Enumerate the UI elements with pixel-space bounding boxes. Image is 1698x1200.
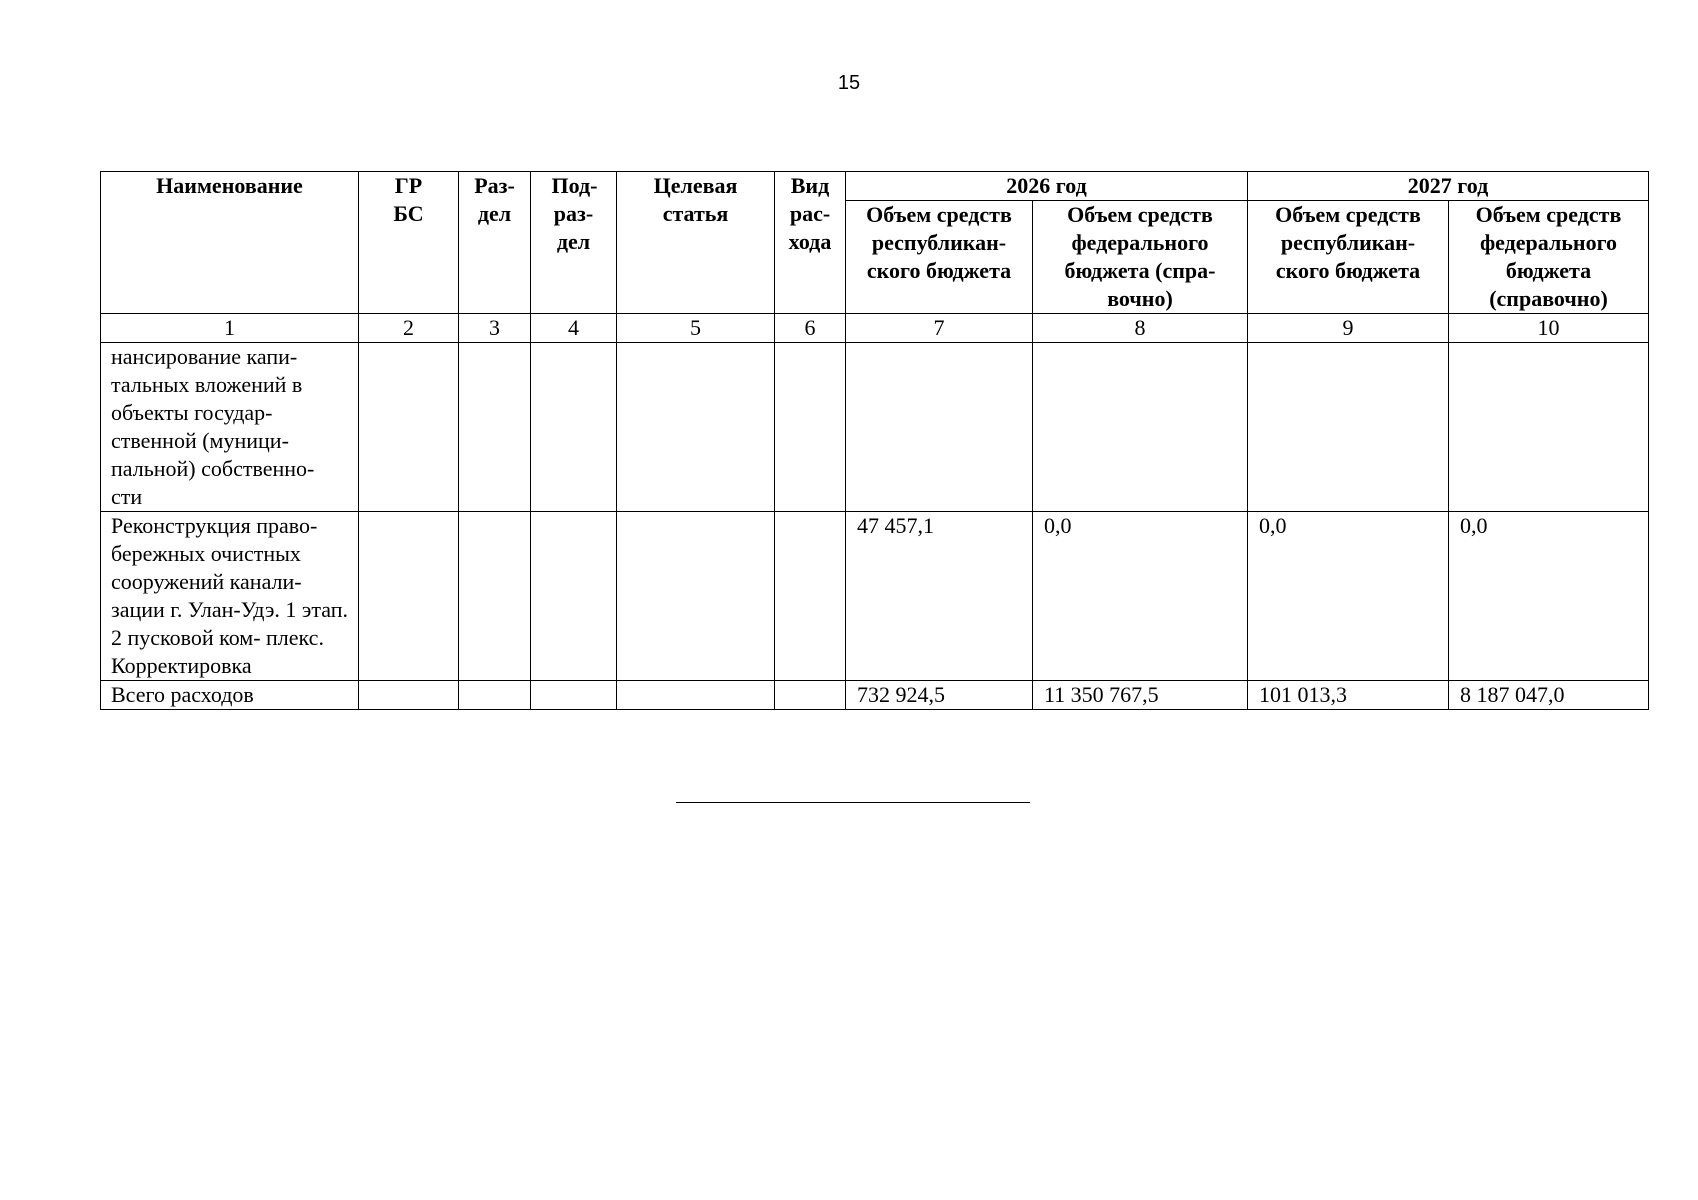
row-celevaya <box>617 681 775 710</box>
column-number: 6 <box>775 314 846 343</box>
row-grbs <box>359 512 459 681</box>
header-year-2026: 2026 год <box>846 172 1248 201</box>
row-celevaya <box>617 343 775 512</box>
row-2027-republic: 101 013,3 <box>1248 681 1449 710</box>
budget-table <box>100 171 1649 710</box>
column-number: 5 <box>617 314 775 343</box>
row-2027-federal: 0,0 <box>1449 512 1649 681</box>
header-razdel: Раз- дел <box>459 172 531 314</box>
table-row <box>101 512 1649 681</box>
column-number: 9 <box>1248 314 1449 343</box>
row-2027-federal: 8 187 047,0 <box>1449 681 1649 710</box>
row-grbs <box>359 343 459 512</box>
row-2026-federal: 0,0 <box>1033 512 1248 681</box>
row-2027-republic: 0,0 <box>1248 512 1449 681</box>
column-number: 10 <box>1449 314 1649 343</box>
row-2026-federal: 11 350 767,5 <box>1033 681 1248 710</box>
end-of-table-divider <box>676 802 1030 803</box>
column-number: 1 <box>101 314 359 343</box>
header-podrazdel: Под- раз- дел <box>531 172 617 314</box>
header-2026-federal: Объем средств федерального бюджета (спра- вочно) <box>1033 201 1248 314</box>
row-name: нансирование капи- тальных вложений в объекты государ- ственной (муници- пальной) собственно- сти <box>101 343 359 512</box>
header-2027-federal: Объем средств федерального бюджета (справочно) <box>1449 201 1649 314</box>
column-number: 4 <box>531 314 617 343</box>
row-podrazdel <box>531 681 617 710</box>
table-row <box>101 343 1649 512</box>
row-vid <box>775 343 846 512</box>
row-podrazdel <box>531 512 617 681</box>
row-2027-republic <box>1248 343 1449 512</box>
row-grbs <box>359 681 459 710</box>
row-podrazdel <box>531 343 617 512</box>
row-2026-republic <box>846 343 1033 512</box>
row-vid <box>775 681 846 710</box>
row-razdel <box>459 343 531 512</box>
row-celevaya <box>617 512 775 681</box>
row-name: Всего расходов <box>101 681 359 710</box>
row-2026-federal <box>1033 343 1248 512</box>
row-2027-federal <box>1449 343 1649 512</box>
header-vid: Вид рас- хода <box>775 172 846 314</box>
row-2026-republic: 47 457,1 <box>846 512 1033 681</box>
page-number: 15 <box>837 72 861 94</box>
row-vid <box>775 512 846 681</box>
total-row <box>101 681 1649 710</box>
column-number: 2 <box>359 314 459 343</box>
column-number: 3 <box>459 314 531 343</box>
header-celevaya: Целевая статья <box>617 172 775 314</box>
header-2027-republic: Объем средств республикан- ского бюджета <box>1248 201 1449 314</box>
column-number-row <box>101 314 1649 343</box>
header-name: Наименование <box>101 172 359 314</box>
header-2026-republic: Объем средств республикан- ского бюджета <box>846 201 1033 314</box>
row-name: Реконструкция право- бережных очистных сооружений канали- зации г. Улан-Удэ. 1 этап. 2 пусковой ком- плекс. Корректировка <box>101 512 359 681</box>
header-row-top <box>101 172 1649 201</box>
header-year-2027: 2027 год <box>1248 172 1649 201</box>
column-number: 8 <box>1033 314 1248 343</box>
header-grbs: ГР БС <box>359 172 459 314</box>
row-2026-republic: 732 924,5 <box>846 681 1033 710</box>
row-razdel <box>459 512 531 681</box>
column-number: 7 <box>846 314 1033 343</box>
row-razdel <box>459 681 531 710</box>
